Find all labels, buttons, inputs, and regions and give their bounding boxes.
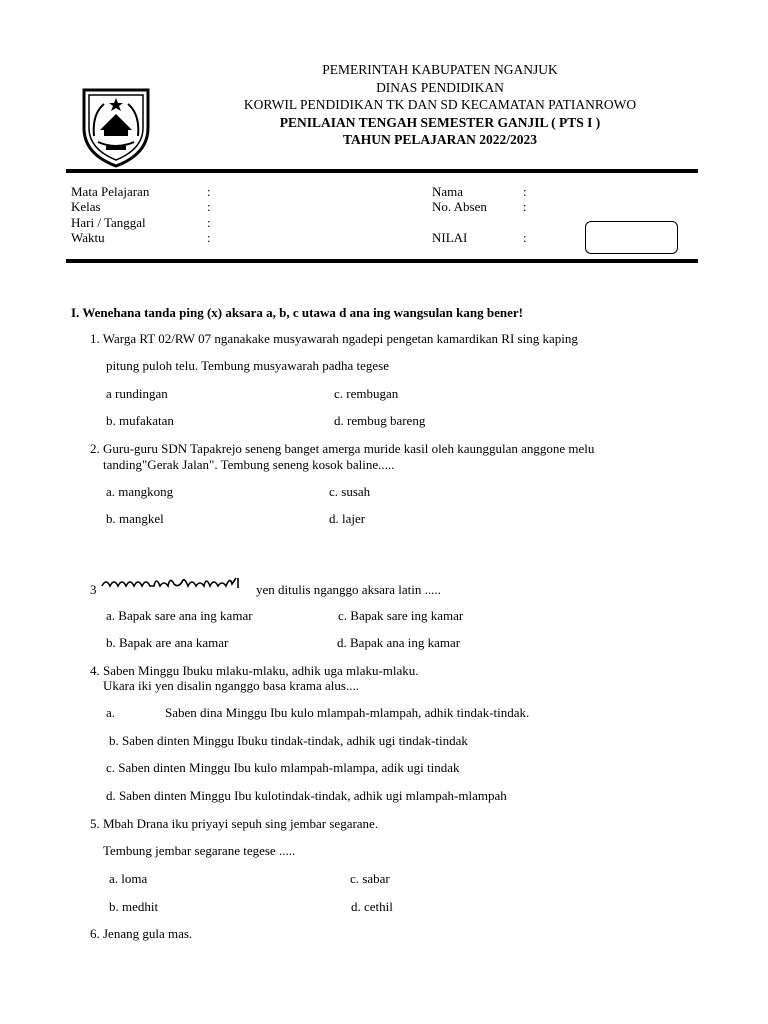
question-3-text: yen ditulis nganggo aksara latin .....: [256, 582, 441, 597]
question-5-option-a[interactable]: a. loma: [109, 871, 148, 886]
question-5-line-2: Tembung jembar segarane tegese .....: [103, 843, 296, 858]
header-line-4: PENILAIAN TENGAH SEMESTER GANJIL ( PTS I ): [279, 115, 601, 130]
question-5-option-d[interactable]: d. cethil: [351, 899, 393, 914]
question-4-option-c[interactable]: c. Saben dinten Minggu Ibu kulo mlampah-mlampa, adik ugi tindak: [106, 760, 460, 775]
colon-nama: :: [523, 184, 527, 199]
question-4-line-2: Ukara iki yen disalin nganggo basa krama alus....: [103, 678, 359, 693]
question-2-line-1: 2. Guru-guru SDN Tapakrejo seneng banget amerga muride kasil oleh kaunggulan anggone melu: [90, 441, 595, 456]
question-3-option-c[interactable]: c. Bapak sare ing kamar: [338, 608, 464, 623]
question-5-line-1: 5. Mbah Drana iku priyayi sepuh sing jembar segarane.: [90, 816, 379, 831]
label-waktu: Waktu: [71, 230, 105, 245]
label-nilai: NILAI: [432, 230, 468, 245]
colon-hari-tanggal: :: [207, 215, 211, 230]
regency-emblem: [78, 84, 154, 168]
label-nama: Nama: [432, 184, 464, 199]
question-1-option-a[interactable]: a rundingan: [106, 386, 168, 401]
question-5-option-b[interactable]: b. medhit: [109, 899, 159, 914]
question-1-option-d[interactable]: d. rembug bareng: [334, 413, 426, 428]
question-3-option-b[interactable]: b. Bapak are ana kamar: [106, 635, 229, 650]
label-kelas: Kelas: [71, 199, 101, 214]
javanese-script-image: [100, 574, 242, 592]
score-box[interactable]: [585, 221, 678, 254]
label-no-absen: No. Absen: [432, 199, 487, 214]
label-mata-pelajaran: Mata Pelajaran: [71, 184, 150, 199]
header-divider-top: [66, 169, 698, 173]
header-line-1: PEMERINTAH KABUPATEN NGANJUK: [322, 62, 558, 77]
header-line-2: DINAS PENDIDIKAN: [376, 80, 504, 95]
question-4-option-a-letter[interactable]: a.: [106, 705, 116, 720]
question-5-option-c[interactable]: c. sabar: [350, 871, 390, 886]
question-3-option-d[interactable]: d. Bapak ana ing kamar: [337, 635, 461, 650]
question-2-option-a[interactable]: a. mangkong: [106, 484, 174, 499]
question-4-line-1: 4. Saben Minggu Ibuku mlaku-mlaku, adhik uga mlaku-mlaku.: [90, 663, 419, 678]
question-4-option-a[interactable]: Saben dina Minggu Ibu kulo mlampah-mlampah, adhik tindak-tindak.: [165, 705, 530, 720]
colon-waktu: :: [207, 230, 211, 245]
colon-no-absen: :: [523, 199, 527, 214]
question-4-option-b[interactable]: b. Saben dinten Minggu Ibuku tindak-tindak, adhik ugi tindak-tindak: [109, 733, 468, 748]
question-3-number: 3: [90, 582, 97, 597]
question-1-line-2: pitung puloh telu. Tembung musyawarah padha tegese: [106, 358, 389, 373]
question-2-option-d[interactable]: d. lajer: [329, 511, 366, 526]
colon-kelas: :: [207, 199, 211, 214]
label-hari-tanggal: Hari / Tanggal: [71, 215, 146, 230]
question-4-option-d[interactable]: d. Saben dinten Minggu Ibu kulotindak-tindak, adhik ugi mlampah-mlampah: [106, 788, 507, 803]
question-1-option-c[interactable]: c. rembugan: [334, 386, 399, 401]
header-line-5: TAHUN PELAJARAN 2022/2023: [342, 132, 537, 147]
header-line-3: KORWIL PENDIDIKAN TK DAN SD KECAMATAN PATIANROWO: [243, 97, 637, 112]
question-2-line-2: tanding"Gerak Jalan". Tembung seneng kosok baline.....: [103, 457, 395, 472]
question-3-option-a[interactable]: a. Bapak sare ana ing kamar: [106, 608, 253, 623]
question-6-line-1: 6. Jenang gula mas.: [90, 926, 193, 941]
question-2-option-c[interactable]: c. susah: [329, 484, 371, 499]
header-divider-bottom: [66, 259, 698, 263]
question-1-option-b[interactable]: b. mufakatan: [106, 413, 174, 428]
colon-mata-pelajaran: :: [207, 184, 211, 199]
question-1-line-1: 1. Warga RT 02/RW 07 nganakake musyawarah ngadepi pengetan kamardikan RI sing kaping: [90, 331, 578, 346]
question-2-option-b[interactable]: b. mangkel: [106, 511, 164, 526]
colon-nilai: :: [523, 230, 527, 245]
section-title: I. Wenehana tanda ping (x) aksara a, b, c utawa d ana ing wangsulan kang bener!: [71, 305, 523, 320]
